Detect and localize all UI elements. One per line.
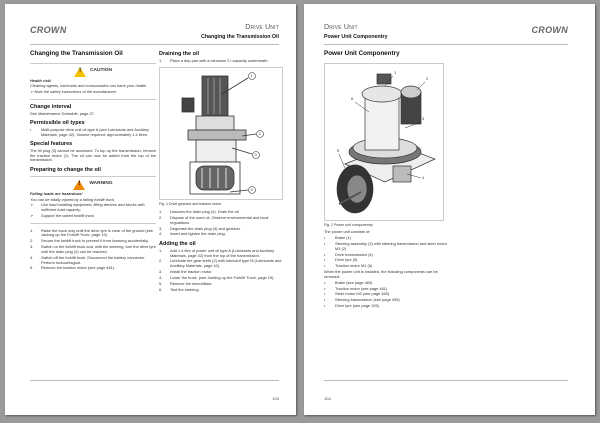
change-interval-text: See Maintenance Schedule, page 27. [30,110,95,116]
warning-label: WARNING [89,181,113,187]
removable-item: • Steering transmission (see page 495) [324,297,400,303]
drain-step: 3. Degrease the drain plug (4) and gearbox. [159,225,242,231]
caution-action: ➢ Note the safety instructions of the manufacturer. [30,89,118,95]
preparing-heading: Preparing to change the oil [30,167,101,174]
caution-heading: Health risk! [30,77,52,83]
removable-item: • Traction motor (see page 461) [324,285,388,291]
callout-1: 1 [250,72,253,78]
removable-item: • Brake (see page 483) [324,279,373,285]
footer-rule [30,380,279,381]
special-features-text: The fill plug (3) cannot be accessed. To top up the transmission, remove the traction motor (1). The oil can now be added from the top of the transmission. [30,148,156,163]
prep-step: 3. Switch on the forklift truck and, with the steering, turn the drive tyre until the drain plug (4) can be reached. [30,244,156,254]
page-number: 103 [272,396,279,401]
header-rule [30,44,279,45]
components-intro: The power unit consists of: [324,229,371,235]
add-step: 5. Remove the immobiliser. [159,280,213,286]
callout-5: 5 [337,147,340,153]
drain-step: 2. Dispose of the used oil. Observe environmental and local regulations. [159,215,269,225]
drain-step: 1. Unscrew the drain plug (4). Drain the oil. [159,209,240,215]
draining-heading: Draining the oil [159,51,200,57]
component-item: • Drive transmission (4) [324,251,373,257]
removable-intro: When the power unit is installed, the following components can be removed: [324,269,438,279]
drive-gearbox-illustration [160,68,282,199]
add-step: 2. Lubricate the gear teeth (2) with lubricant type M (Lubricants and Auxiliary Materials, page 42). [159,258,282,269]
callout-4: 4 [250,186,253,192]
section-header: Drive Unit [245,24,279,31]
figure-caption: Fig. 1 Drive gearbox and traction motor [159,202,222,207]
callout-2: 2 [258,130,261,136]
section-header: Drive Unit [324,24,358,31]
special-features-heading: Special features [30,141,73,148]
drain-step: 4. Insert and tighten the drain plug. [159,231,226,237]
callout-4: 4 [422,174,425,180]
component-item: • Traction motor M1 (6) [324,263,373,269]
warning-action: ➢ Support the raised forklift truck. [30,212,95,218]
drain-step: 1. Place a drip pan with a minimum 2 l capacity underneath. [159,57,269,63]
removable-item: • Steer motor M3 (see page 465) [324,291,390,297]
warning-box [30,176,156,224]
power-unit-illustration [325,64,443,220]
crown-logo: CROWN [531,25,568,35]
add-step: 4. Lower the truck. (see Jacking up the Forklift Truck, page 19). [159,274,275,280]
left-column [30,52,156,272]
warning-text: You can be fatally injured by a falling forklift truck. [30,196,116,202]
page-title: Power Unit Componentry [324,50,400,57]
callout-3: 3 [254,151,257,157]
oil-types-heading: Permissible oil types [30,120,85,127]
left-page [5,4,296,415]
header-rule [324,44,568,45]
figure-power-unit [324,63,444,221]
callout-1: 1 [394,69,397,75]
page-title: Changing the Transmission Oil [30,50,123,57]
subsection-header: Power Unit Componentry [324,34,388,40]
component-item: • Steering assembly (3) with steering transmission and steer motor M3 (2) [324,241,448,251]
adding-heading: Adding the oil [159,241,196,248]
crown-logo: CROWN [30,25,67,35]
right-column [159,52,283,294]
prep-step: 4. Switch off the forklift truck. Disconnect the battery connector. Perform lockout/tagout. [30,254,146,265]
prep-step: 2. Secure the forklift truck to prevent it from lowering accidentally. [30,238,149,244]
change-interval-heading: Change interval [30,103,72,110]
add-step: 1. Add 1.4 litre of power unit oil type A (Lubricants and Auxiliary Materials, page 42) from the top of the transmission. [159,247,275,258]
page-number: 104 [324,396,331,401]
figure-drive-gearbox [159,67,283,200]
prep-step: 1. Raise the truck only until the drive tyre is clear of the ground (see Jacking up the Forklift Truck, page 19). [30,227,154,238]
warning-heading: Falling loads are hazardous! [30,190,83,196]
caution-box [30,63,156,100]
prep-step: 5. Remove the traction motor (see page 461). [30,265,116,271]
removable-item: • Drive tyre (see page 105) [324,303,379,309]
caution-text: Cleaning agents, lubricants and consumables can harm your health. [30,83,148,89]
callout-3: 3 [422,115,425,121]
maintenance-schedule-link[interactable]: Maintenance Schedule [38,110,78,116]
component-item: • Drive tyre (5) [324,257,358,263]
subsection-header: Changing the Transmission Oil [201,34,279,40]
component-item: • Brake (1) [324,235,351,241]
footer-rule [324,380,568,381]
caution-label: CAUTION [90,68,112,74]
callout-6: 6 [351,95,354,101]
caution-icon: ! [74,67,86,77]
right-page [304,4,595,415]
warning-action: ➢ Use load handling equipment, lifting devices and blocks with sufficient load capacity. [30,202,145,212]
add-step: 3. Install the traction motor. [159,269,213,275]
warning-icon: ! [73,180,85,190]
content-column [324,52,452,310]
callout-2: 2 [426,75,429,81]
add-step: 6. Test the steering. [159,286,200,292]
list-item: • Multi-purpose drive unit oil type A (see Lubricants and Auxiliary Materials, page 42). Volume required: approximately 1.4 litres. [30,126,149,137]
figure-caption: Fig. 2 Power unit componentry [324,222,373,227]
